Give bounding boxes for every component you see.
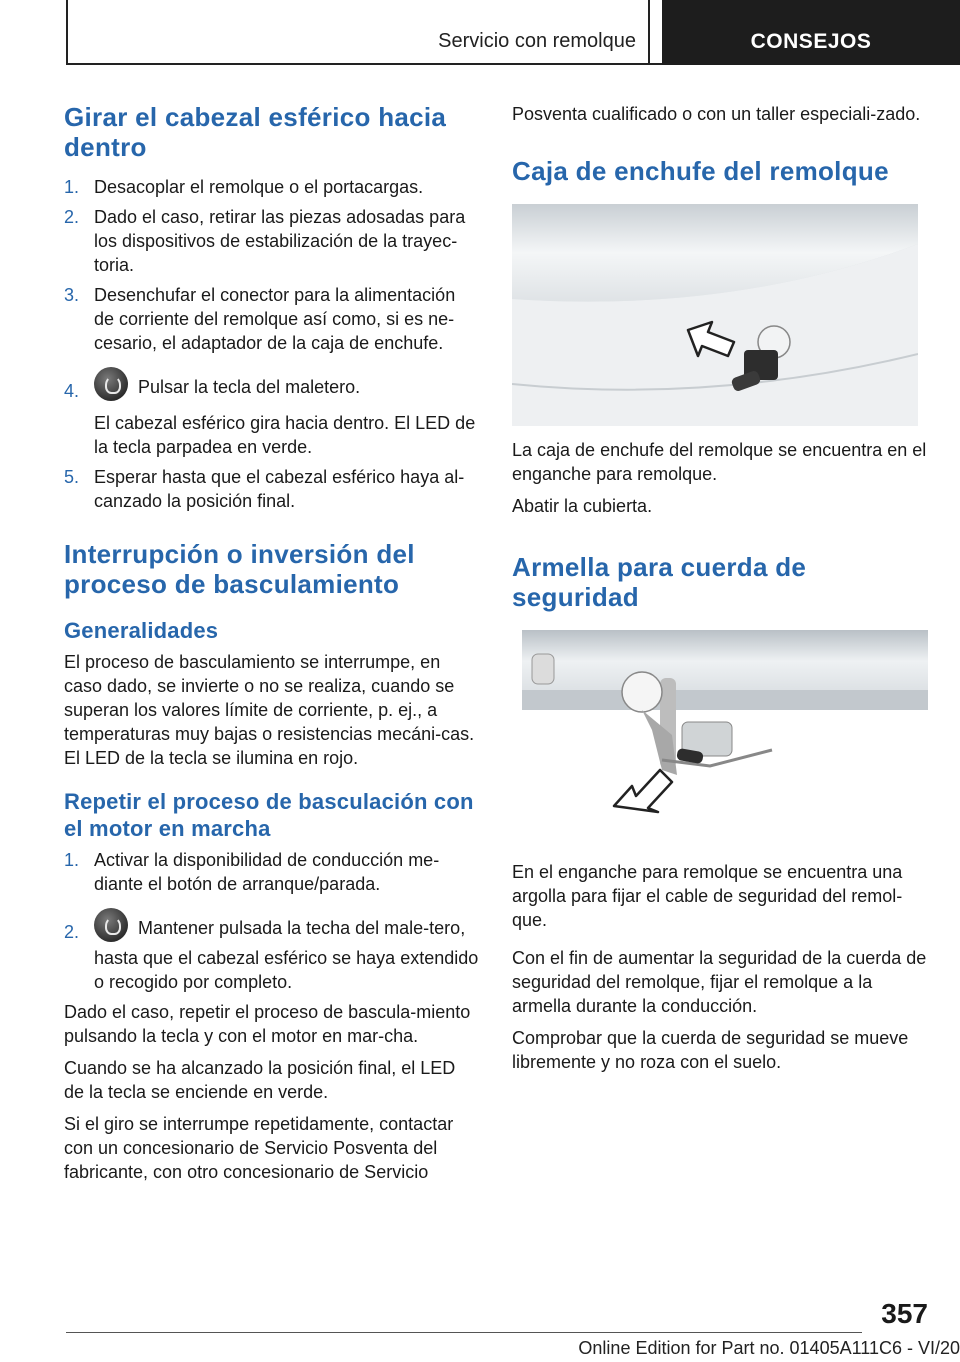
step-1: 1. Desacoplar el remolque o el portacargas. bbox=[64, 177, 424, 197]
paragraph-repeat-3: Si el giro se interrumpe repetidamente, contactar con un concesionario de Servicio Posventa del fabricante, con otro concesionario de Servicio bbox=[64, 1114, 454, 1182]
chapter-tab[interactable] bbox=[662, 0, 960, 65]
paragraph-repeat-2: Cuando se ha alcanzado la posición final, el LED de la tecla se enciende en verde. bbox=[64, 1058, 456, 1102]
repeat-step-1: 1. Activar la disponibilidad de conducción me-diante el botón de arranque/parada. bbox=[64, 850, 440, 894]
left-column bbox=[64, 102, 480, 1184]
chapter-tab-label: CONSEJOS bbox=[750, 30, 872, 53]
repeat-step-2: 2. Mantener pulsada la techa del male-tero, hasta que el cabezal esférico se haya extendido o recogido por completo. bbox=[64, 908, 480, 994]
paragraph-eyelet-1: En el enganche para remolque se encuentra una argolla para fijar el cable de seguridad del remol-que. bbox=[512, 862, 903, 930]
step-3: 3. Desenchufar el conector para la alimentación de corriente del remolque así como, si es ne-cesario, el adaptador de la caja de enchufe. bbox=[64, 285, 456, 353]
eyelet-photo bbox=[512, 630, 928, 826]
trunk-key-icon bbox=[94, 908, 128, 942]
footer-rule bbox=[66, 1332, 862, 1333]
step-4-result: El cabezal esférico gira hacia dentro. El LED de la tecla parpadea en verde. bbox=[94, 413, 476, 457]
heading-eyelet: Armella para cuerda de seguridad bbox=[512, 552, 807, 612]
socket-photo bbox=[512, 204, 918, 426]
paragraph-socket-2: Abatir la cubierta. bbox=[512, 496, 653, 516]
page-number: 357 bbox=[881, 1298, 928, 1329]
footer-edition: Online Edition for Part no. 01405A111C6 - VI/20 bbox=[578, 1338, 960, 1358]
steps-repeat bbox=[64, 848, 480, 994]
heading-turn-in: Girar el cabezal esférico hacia dentro bbox=[64, 102, 447, 162]
steps-turn-in bbox=[64, 175, 480, 513]
section-title: Servicio con remolque bbox=[438, 30, 636, 52]
trunk-key-icon bbox=[94, 367, 128, 401]
paragraph-continued: Posventa cualificado o con un taller especiali-zado. bbox=[512, 104, 921, 124]
step-2: 2. Dado el caso, retirar las piezas adosadas para los dispositivos de estabilización de la trayec-toria. bbox=[64, 207, 466, 275]
paragraph-general: El proceso de basculamiento se interrumpe, en caso dado, se invierte o no se realiza, cuando se superan los valores límite de corriente, p. ej., a temperaturas muy bajas o resistencias mecáni-cas. El LED de la tecla se ilumina en rojo. bbox=[64, 652, 475, 768]
paragraph-eyelet-3: Comprobar que la cuerda de seguridad se mueve libremente y no roza con el suelo. bbox=[512, 1028, 909, 1072]
heading-general: Generalidades bbox=[64, 618, 219, 643]
paragraph-eyelet-2: Con el fin de aumentar la seguridad de la cuerda de seguridad del remolque, fijar el remolque a la armella durante la conducción. bbox=[512, 948, 927, 1016]
step-4: 4. Pulsar la tecla del maletero. El cabezal esférico gira hacia dentro. El LED de la tecla parpadea en verde. bbox=[64, 367, 480, 459]
paragraph-socket-1: La caja de enchufe del remolque se encuentra en el enganche para remolque. bbox=[512, 440, 927, 484]
heading-socket: Caja de enchufe del remolque bbox=[512, 156, 889, 186]
heading-repeat: Repetir el proceso de basculación con el motor en marcha bbox=[64, 789, 474, 841]
heading-interrupt: Interrupción o inversión del proceso de basculamiento bbox=[64, 539, 415, 599]
header-left-rule bbox=[66, 0, 68, 64]
paragraph-repeat-1: Dado el caso, repetir el proceso de bascula-miento pulsando la tecla y con el motor en mar-cha. bbox=[64, 1002, 471, 1046]
right-column bbox=[512, 102, 928, 1074]
step-5: 5. Esperar hasta que el cabezal esférico haya al-canzado la posición final. bbox=[64, 467, 465, 511]
header-divider bbox=[648, 0, 650, 64]
